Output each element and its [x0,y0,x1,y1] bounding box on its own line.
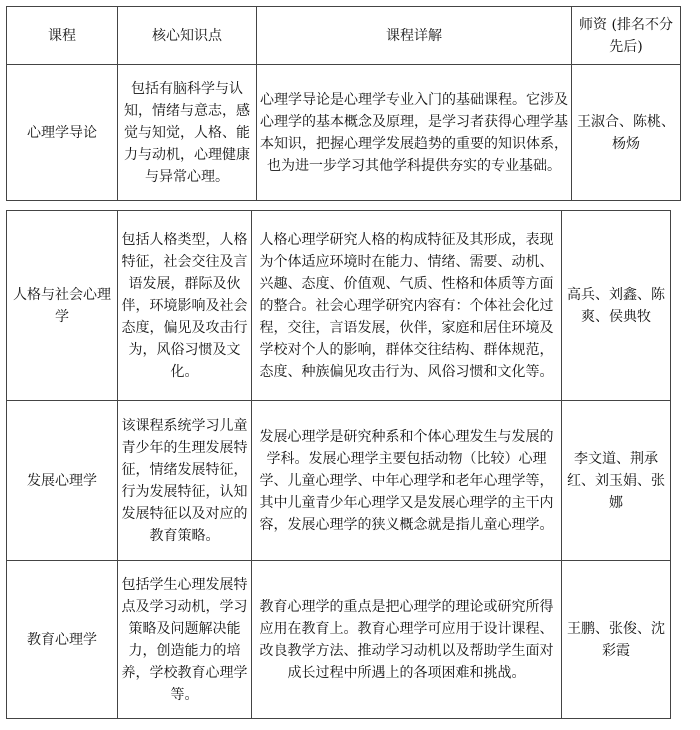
course-table-part-2 [6,210,671,719]
core-knowledge: 包括学生心理发展特点及学习动机，学习策略及问题解决能力，创造能力的培养，学校教育心理学等。 [118,561,252,719]
table-row [7,561,671,719]
teachers: 李文道、荆承红、刘玉娟、张娜 [562,401,671,561]
header-knowledge: 核心知识点 [118,7,257,65]
teachers: 王鹏、张俊、沈彩霞 [562,561,671,719]
course-detail: 教育心理学的重点是把心理学的理论或研究所得应用在教育上。教育心理学可应用于设计课程、改良教学方法、推动学习动机以及帮助学生面对成长过程中所遇上的各项困难和挑战。 [252,561,562,719]
core-knowledge: 包括人格类型，人格特征，社会交往及言语发展，群际及伙伴，环境影响及社会态度，偏见及攻击行为，风俗习惯及文化。 [118,211,252,401]
header-course: 课程 [7,7,118,65]
teachers: 王淑合、陈桃、杨炀 [572,65,681,201]
core-knowledge: 该课程系统学习儿童青少年的生理发展特征，情绪发展特征，行为发展特征，认知发展特征以及对应的教育策略。 [118,401,252,561]
course-detail: 人格心理学研究人格的构成特征及其形成，表现为个体适应环境时在能力、情绪、需要、动机、兴趣、态度、价值观、气质、性格和体质等方面的整合。社会心理学研究内容有：个体社会化过程，交往，言语发展，伙伴，家庭和居住环境及学校对个人的影响，群体交往结构、群体规范，态度、种族偏见攻击行为、风俗习惯和文化等。 [252,211,562,401]
header-detail: 课程详解 [257,7,572,65]
table-row [7,65,681,201]
teachers: 高兵、刘鑫、陈爽、侯典牧 [562,211,671,401]
course-table-part-1 [6,6,681,201]
course-detail: 发展心理学是研究种系和个体心理发生与发展的学科。发展心理学主要包括动物（比较）心理学、儿童心理学、中年心理学和老年心理学等，其中儿童青少年心理学又是发展心理学的主干内容，发展心理学的狭义概念就是指儿童心理学。 [252,401,562,561]
course-name: 教育心理学 [7,561,118,719]
course-name: 人格与社会心理学 [7,211,118,401]
core-knowledge: 包括有脑科学与认知，情绪与意志，感觉与知觉，人格、能力与动机，心理健康与异常心理。 [118,65,257,201]
course-name: 心理学导论 [7,65,118,201]
table-row [7,211,671,401]
course-name: 发展心理学 [7,401,118,561]
course-detail: 心理学导论是心理学专业入门的基础课程。它涉及心理学的基本概念及原理，是学习者获得心理学基本知识，把握心理学发展趋势的重要的知识体系，也为进一步学习其他学科提供夯实的专业基础。 [257,65,572,201]
table-row [7,401,671,561]
header-row [7,7,681,65]
header-teachers: 师资 (排名不分先后) [572,7,681,65]
